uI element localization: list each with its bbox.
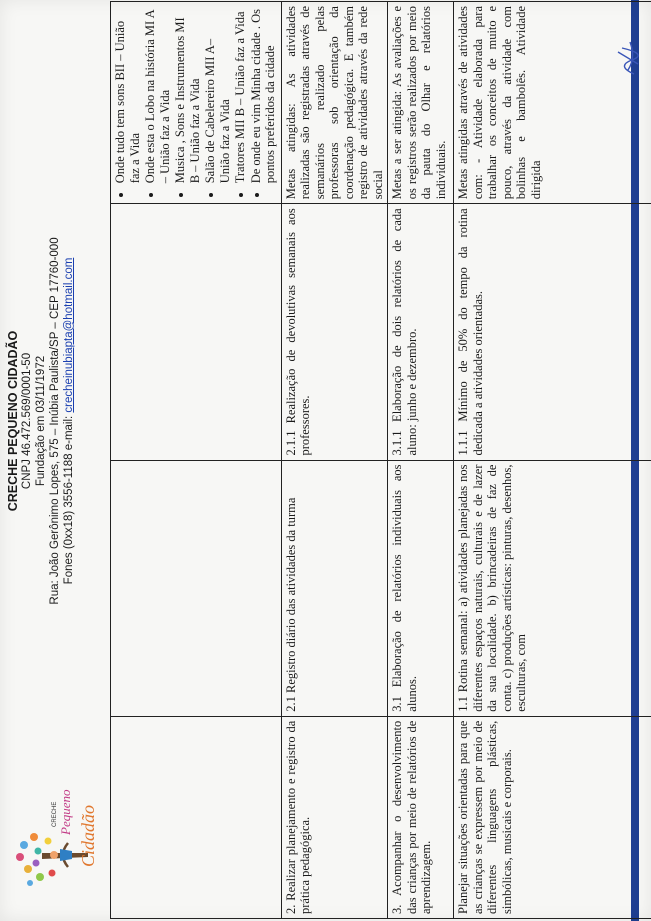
contact-phone: Fones (0xx18) 3556-1188 e-mail: — [63, 412, 75, 585]
table-row — [388, 2, 454, 919]
list-item: • Onde tudo tem sons BII – União faz a Vida — [113, 6, 142, 183]
list-item: • Musica , Sons e Instrumentos MI B – União faz a Vida — [173, 6, 202, 183]
org-founded: Fundação em 03/11/1972 — [35, 355, 47, 487]
cell-result: Metas atingidas através de atividades com: - Atividade elaborada para trabalhar os conceitos de muito e pouco, através da atividade com bolinhas e bambolês. Atividade dirigida — [454, 2, 651, 204]
project-list — [113, 6, 278, 199]
logo-line2: Cidadão — [78, 804, 98, 867]
cell-result: Metas a ser atingida: As avaliações e os registros serão realizados por meio da pauta do Olhar e relatórios individuais. — [388, 2, 454, 204]
org-address: Rua: João Gerônimo Lopes, 575 – Inúbia Paulista/SP – CEP 17760-000 — [49, 237, 61, 605]
cell-project-list — [111, 2, 282, 204]
cell-action: 3.1 Elaboração de relatórios individuais aos alunos. — [388, 460, 454, 716]
cell-empty — [111, 460, 282, 716]
cell-action: 1.1 Rotina semanal: a) atividades planejadas nos diferentes espaços naturais, culturais e de lazer da sua localidade. b) brincadeiras de faz de conta. c) produções artísticas: pinturas, desenhos, esculturas, com — [454, 460, 651, 716]
signature-mark-icon — [612, 38, 644, 78]
cell-goal: 1.1.1 Mínimo de 50% do tempo da rotina dedicada a atividades orientadas. — [454, 204, 651, 460]
creche-logo-icon — [8, 777, 104, 897]
cell-goal: 3.1.1 Elaboração de dois relatórios de cada aluno: junho e dezembro. — [388, 204, 454, 460]
logo-small-text: CRECHE — [52, 801, 58, 827]
cell-objective: 3. Acompanhar o desenvolvimento das crianças por meio de relatórios de aprendizagem. — [388, 716, 454, 918]
cell-empty — [111, 716, 282, 918]
list-item: • Tratores MII B – União faz a Vida — [233, 6, 248, 183]
cell-result: Metas atingidas: As atividades realizadas são registradas através de semanários realizado pelas professoras sob orientação da coordenação pedagógica. E também registro de atividades através da rede social — [281, 2, 388, 204]
table-row — [454, 2, 651, 919]
org-cnpj: CNPJ 46.472.569/0001-50 — [21, 352, 33, 490]
cell-objective: Planejar situações orientadas para que as crianças se expressem por meio de diferentes linguagens plásticas, simbólicas, musicais e corporais. — [454, 716, 651, 918]
logo-line1: Pequeno — [58, 789, 73, 835]
letterhead-text — [6, 221, 76, 621]
cell-action: 2.1 Registro diário das atividades da turma — [281, 460, 388, 716]
letterhead — [0, 0, 105, 921]
cell-objective: 2. Realizar planejamento e registro da prática pedagógica. — [281, 716, 388, 918]
table-row — [111, 2, 282, 919]
cell-goal: 2.1.1 Realização de devolutivas semanais aos professores. — [281, 204, 388, 460]
table-row — [281, 2, 388, 919]
org-contact — [62, 221, 76, 621]
org-name: CRECHE PEQUENO CIDADÃO — [6, 330, 20, 512]
goals-table — [110, 1, 651, 919]
cell-empty — [111, 204, 282, 460]
list-item: • De onde eu vim Minha cidade . Os pontos preferidos da cidade — [249, 6, 278, 183]
list-item: • Onde esta o Lobo na história MI A – União faz a Vida — [143, 6, 172, 183]
email-link[interactable]: crecheinubiapta@hotmail.com — [63, 257, 75, 413]
list-item: • Salão de Cabelereiro MII A– União faz a Vida — [203, 6, 232, 183]
